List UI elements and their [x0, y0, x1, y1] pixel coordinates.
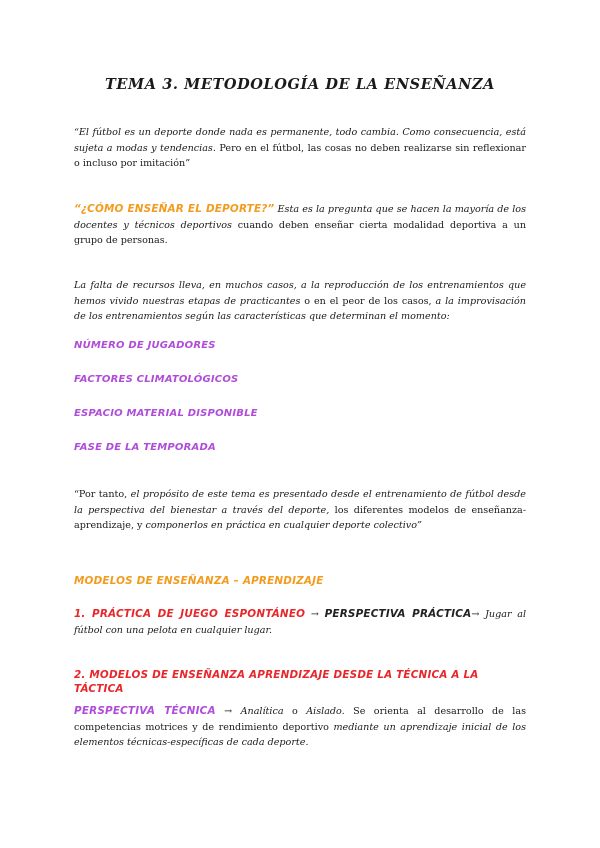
- technical-normal-2: Se orienta al desarrollo de las competencias motrices y de rendimiento deportivo: [74, 706, 526, 733]
- model-1-description: Jugar al fútbol con una pelota en cualquier lugar.: [74, 609, 527, 636]
- question-highlight: “¿CÓMO ENSEÑAR EL DEPORTE?”: [74, 203, 275, 215]
- model-1-label: 1. PRÁCTICA DE JUEGO ESPONTÁNEO: [74, 608, 306, 620]
- arrow-icon: →: [471, 609, 486, 620]
- purpose-paragraph: [74, 487, 526, 534]
- technical-normal-1: o: [283, 706, 307, 717]
- factor-item: FASE DE LA TEMPORADA: [74, 442, 216, 453]
- arrow-icon: →: [215, 706, 241, 717]
- question-italic: Esta es la pregunta que se hacen la mayoría de los docentes y técnicos deportivos: [74, 204, 527, 231]
- purpose-normal-1: “Por tanto,: [74, 489, 128, 500]
- lack-paragraph: [74, 278, 526, 325]
- intro-quote-italic: “El fútbol es un deporte donde nada es permanente, todo cambia. Como consecuencia, está sujeta a modas y tendencias.: [74, 127, 526, 154]
- technical-label: PERSPECTIVA TÉCNICA: [74, 705, 216, 717]
- lack-italic-2: a la improvisación de los entrenamientos según las características que determinan el momento:: [74, 295, 526, 323]
- technical-italic-2: Aislado.: [306, 706, 345, 717]
- model-1: [74, 607, 526, 638]
- lack-italic-1: La falta de recursos lleva, en muchos casos, a la reproducción de los entrenamientos que hemos vivido nuestras etapas de practicantes: [74, 280, 526, 307]
- technical-perspective: [74, 704, 526, 751]
- factor-item: FACTORES CLIMATOLÓGICOS: [74, 374, 239, 385]
- factor-item: ESPACIO MATERIAL DISPONIBLE: [74, 408, 258, 419]
- purpose-italic-2: componerlos en práctica en cualquier deporte colectivo”: [142, 520, 422, 532]
- models-heading: MODELOS DE ENSEÑANZA – APRENDIZAJE: [74, 575, 324, 587]
- technical-italic-1: Analítica: [240, 706, 284, 717]
- question-normal: cuando deben enseñar cierta modalidad deportiva a un grupo de personas.: [74, 219, 527, 247]
- model-1-perspective: PERSPECTIVA PRÁCTICA: [324, 608, 472, 620]
- arrow-icon: →: [305, 609, 325, 620]
- purpose-normal-2: los diferentes modelos de enseñanza-aprendizaje, y: [74, 504, 526, 532]
- intro-quote-normal: Pero en el fútbol, las cosas no deben realizarse sin reflexionar o incluso por imitación”: [74, 142, 526, 170]
- question-paragraph: [74, 202, 526, 249]
- lack-normal: o en el peor de los casos,: [300, 295, 432, 307]
- factor-item: NÚMERO DE JUGADORES: [74, 340, 216, 351]
- model-2-heading: 2. MODELOS DE ENSEÑANZA APRENDIZAJE DESDE LA TÉCNICA A LA TÁCTICA: [74, 669, 479, 695]
- purpose-italic-1: el propósito de este tema es presentado desde el entrenamiento de fútbol desde la perspectiva del bienestar a través del deporte,: [74, 489, 526, 516]
- page-title: TEMA 3. METODOLOGÍA DE LA ENSEÑANZA: [105, 76, 495, 93]
- technical-italic-3: mediante un aprendizaje inicial de los elementos técnicas-específicas de cada deporte.: [74, 721, 526, 749]
- intro-quote: [74, 125, 526, 172]
